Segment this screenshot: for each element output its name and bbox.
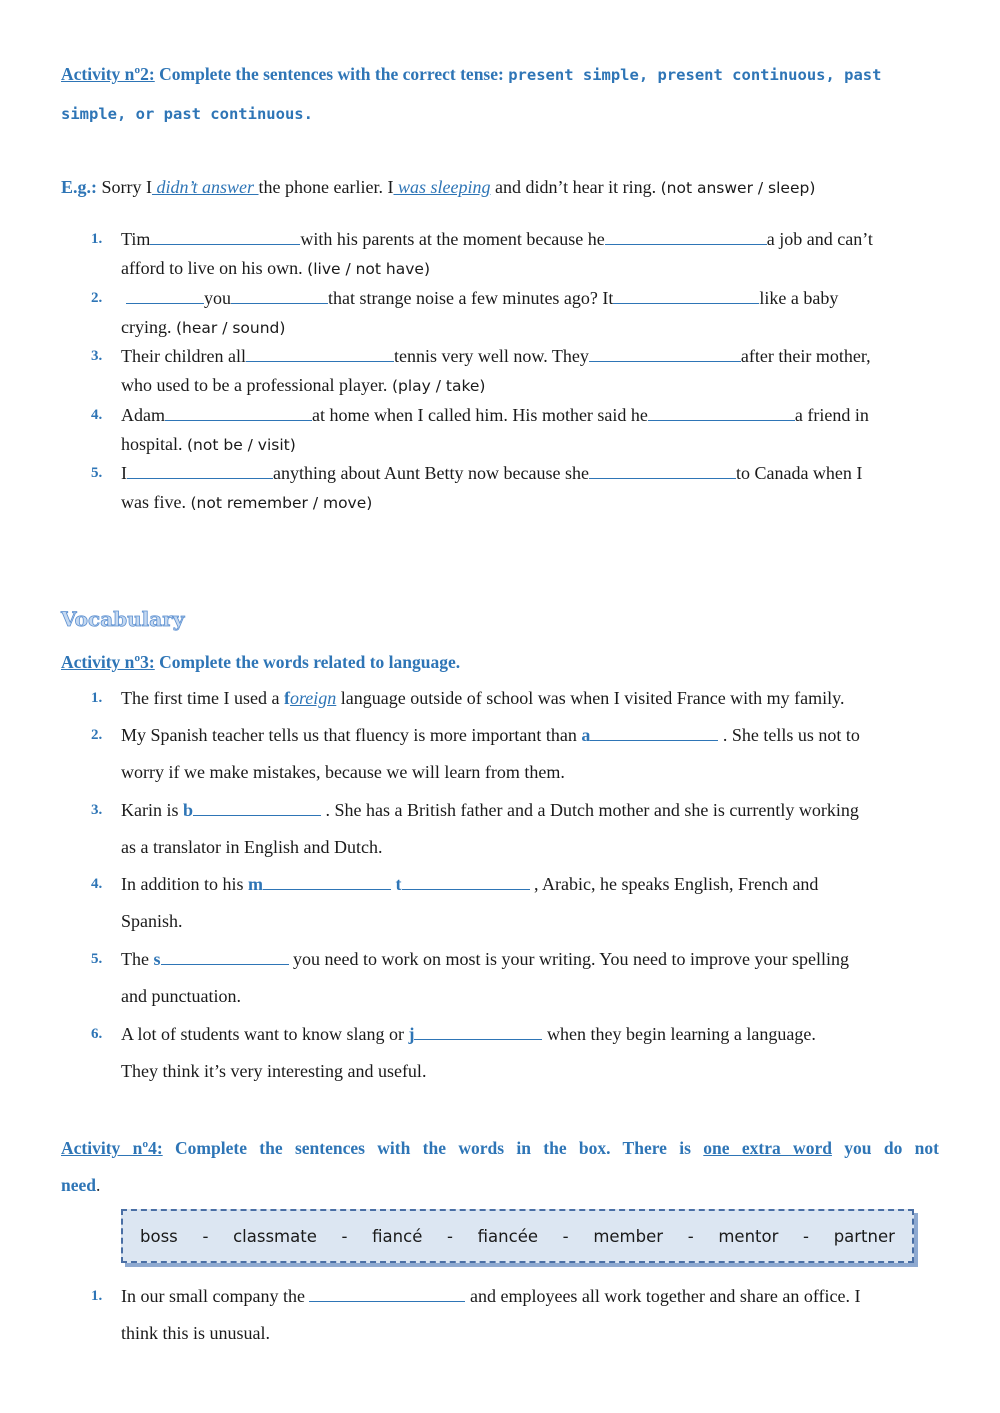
- word-member: member: [593, 1226, 664, 1246]
- activity-4-instruction: Complete the sentences with the words in the box. There is: [162, 1138, 704, 1158]
- item-text: crying.: [121, 317, 176, 337]
- item-text: I: [121, 463, 127, 483]
- item-text: worry if we make mistakes, because we will learn from them.: [121, 762, 565, 782]
- verb-hint: (hear / sound): [175, 319, 286, 337]
- item-text: Tim: [121, 229, 151, 249]
- item-text: My Spanish teacher tells us that fluency is more important than: [121, 725, 582, 745]
- item-text: at home when I called him. His mother said he: [312, 405, 648, 425]
- word-mentor: mentor: [718, 1226, 779, 1246]
- word-separator: -: [562, 1226, 569, 1246]
- example-label: E.g.:: [61, 177, 97, 197]
- item-text: language outside of school was when I visited France with my family.: [336, 688, 845, 708]
- example-text-2: the phone earlier. I: [258, 177, 394, 197]
- period: .: [96, 1175, 101, 1195]
- answer-blank[interactable]: [402, 874, 530, 890]
- activity-2-instruction: Complete the sentences with the correct tense:: [154, 64, 509, 84]
- answer-blank[interactable]: [263, 874, 391, 890]
- word-separator: -: [687, 1226, 694, 1246]
- verb-hint: (not remember / move): [190, 494, 373, 512]
- item-text: Karin is: [121, 800, 183, 820]
- item-number: 1.: [91, 1288, 103, 1304]
- first-letter: m: [248, 874, 263, 894]
- item-number: 2.: [91, 727, 103, 743]
- answer-blank[interactable]: [150, 229, 300, 245]
- word-separator: -: [202, 1226, 209, 1246]
- item-text: . She tells us not to: [718, 725, 860, 745]
- activity-4-instruction-2: you do not: [831, 1138, 939, 1158]
- example-text-3: and didn’t hear it ring.: [490, 177, 661, 197]
- item-text: anything about Aunt Betty now because she: [273, 463, 589, 483]
- activity-4-heading-line2: [61, 1173, 939, 1197]
- answer-blank[interactable]: [613, 288, 759, 304]
- item-text: with his parents at the moment because he: [300, 229, 605, 249]
- item-text: and employees all work together and share an office. I: [465, 1286, 861, 1306]
- item-text: Adam: [121, 405, 165, 425]
- word-separator: -: [341, 1226, 348, 1246]
- word-fiance: fiancé: [372, 1226, 423, 1246]
- item-number: 3.: [91, 348, 103, 364]
- word-partner: partner: [833, 1226, 895, 1246]
- item-number: 1.: [91, 690, 103, 706]
- example-answer-2: was sleeping: [393, 177, 491, 197]
- first-letter: t: [395, 874, 402, 894]
- item-number: 5.: [91, 465, 103, 481]
- activity-3-label: Activity nº3:: [61, 652, 155, 672]
- answer-blank[interactable]: [231, 288, 328, 304]
- answer-blank[interactable]: [161, 949, 289, 965]
- word-box: [121, 1209, 914, 1263]
- answer-blank[interactable]: [126, 288, 204, 304]
- answer-blank[interactable]: [127, 463, 273, 479]
- verb-hint: (play / take): [391, 377, 486, 395]
- item-text: when they begin learning a language.: [542, 1024, 816, 1044]
- item-text: A lot of students want to know slang or: [121, 1024, 409, 1044]
- item-text: Their children all: [121, 346, 246, 366]
- item-text: as a translator in English and Dutch.: [121, 837, 383, 857]
- first-letter: f: [283, 688, 290, 708]
- item-number: 2.: [91, 290, 103, 306]
- item-text: hospital.: [121, 434, 187, 454]
- item-text: . She has a British father and a Dutch mother and she is currently working: [321, 800, 859, 820]
- item-text: who used to be a professional player.: [121, 375, 392, 395]
- item-text: They think it’s very interesting and useful.: [121, 1061, 427, 1081]
- item-text: to Canada when I: [735, 463, 863, 483]
- item-text: was five.: [121, 492, 191, 512]
- item-text: tennis very well now. They: [393, 346, 589, 366]
- answer-blank[interactable]: [590, 725, 718, 741]
- verb-hint: (not be / visit): [187, 436, 296, 454]
- answer-blank[interactable]: [414, 1024, 542, 1040]
- item-text: The: [121, 949, 154, 969]
- answer-blank[interactable]: [605, 229, 767, 245]
- tenses-list-2: simple, or past continuous.: [61, 105, 313, 123]
- item-text: a friend in: [794, 405, 869, 425]
- example-sentence: [61, 177, 815, 198]
- first-letter: s: [153, 949, 161, 969]
- item-number: 6.: [91, 1026, 103, 1042]
- activity-2-heading-line2: [61, 101, 939, 126]
- item-text: you: [204, 288, 231, 308]
- answer-blank[interactable]: [165, 405, 312, 421]
- item-text: and punctuation.: [121, 986, 241, 1006]
- item-text: a job and can’t: [766, 229, 873, 249]
- item-text: you need to work on most is your writing. You need to improve your spelling: [288, 949, 849, 969]
- first-letter: j: [408, 1024, 415, 1044]
- item-text: think this is unusual.: [121, 1323, 271, 1343]
- item-number: 4.: [91, 407, 103, 423]
- item-text: The first time I used a: [121, 688, 284, 708]
- word-classmate: classmate: [233, 1226, 317, 1246]
- item-text: that strange noise a few minutes ago? It: [328, 288, 614, 308]
- word-boss: boss: [140, 1226, 178, 1246]
- activity-3-heading: [61, 650, 939, 674]
- answer-blank[interactable]: [193, 800, 321, 816]
- item-number: 1.: [91, 231, 103, 247]
- word-fiancee: fiancée: [477, 1226, 538, 1246]
- activity-3-instruction: Complete the words related to language.: [154, 652, 461, 672]
- item-number: 4.: [91, 876, 103, 892]
- example-answer: oreign: [289, 688, 337, 708]
- tenses-list-1: present simple, present continuous, past: [508, 66, 882, 84]
- first-letter: b: [183, 800, 194, 820]
- answer-blank[interactable]: [246, 346, 394, 362]
- item-text: In addition to his: [121, 874, 248, 894]
- vocabulary-heading: Vocabulary: [61, 607, 185, 631]
- activity-4-emphasis: one extra word: [703, 1138, 832, 1158]
- item-text: after their mother,: [740, 346, 871, 366]
- item-text: like a baby: [759, 288, 839, 308]
- answer-blank[interactable]: [589, 463, 736, 479]
- activity-2-label: Activity nº2:: [61, 64, 155, 84]
- item-text: afford to live on his own.: [121, 258, 308, 278]
- item-text: In our small company the: [121, 1286, 310, 1306]
- first-letter: a: [581, 725, 591, 745]
- activity-4-label: Activity nº4:: [61, 1138, 163, 1158]
- answer-blank[interactable]: [589, 346, 741, 362]
- answer-blank[interactable]: [309, 1286, 465, 1302]
- answer-blank[interactable]: [648, 405, 795, 421]
- item-text: Spanish.: [121, 911, 183, 931]
- example-text-1: Sorry I: [97, 177, 152, 197]
- item-number: 3.: [91, 802, 103, 818]
- activity-4-heading: [61, 1136, 939, 1160]
- example-hint: (not answer / sleep): [660, 179, 816, 197]
- activity-4-instruction-3: need: [61, 1175, 96, 1195]
- item-number: 5.: [91, 951, 103, 967]
- word-separator: -: [803, 1226, 810, 1246]
- activity-2-heading: [61, 62, 939, 87]
- example-answer-1: didn’t answer: [152, 177, 259, 197]
- word-separator: -: [447, 1226, 453, 1246]
- verb-hint: (live / not have): [307, 260, 430, 278]
- item-text: , Arabic, he speaks English, French and: [529, 874, 819, 894]
